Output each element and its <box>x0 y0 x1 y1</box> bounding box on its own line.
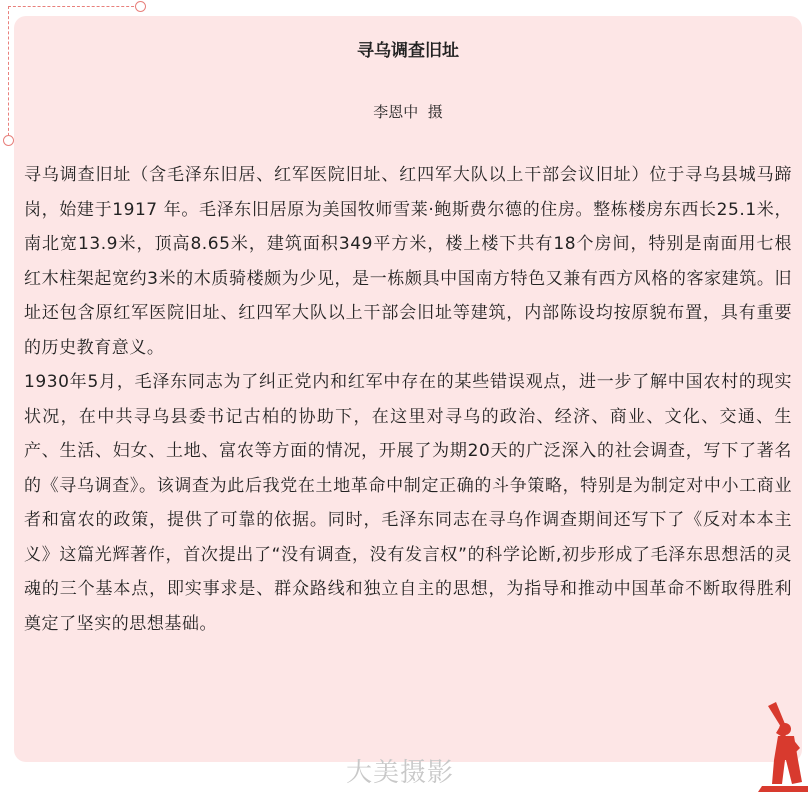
bugler-silhouette-icon <box>754 702 808 792</box>
photo-credit: 李恩中 摄 <box>373 103 443 121</box>
article-body <box>24 158 792 641</box>
frame-ring-icon-top <box>135 1 146 12</box>
frame-ring-icon-left <box>3 135 14 146</box>
watermark-text: 大美摄影 <box>346 758 455 788</box>
article-title: 寻乌调查旧址 <box>357 41 459 61</box>
article-card <box>14 16 802 762</box>
article-paragraph-2: 1930年5月，毛泽东同志为了纠正党内和红军中存在的某些错误观点，进一步了解中国农村的现实状况，在中共寻乌县委书记古柏的协助下，在这里对寻乌的政治、经济、商业、文化、交通、生产、生活、妇女、土地、富农等方面的情况，开展了为期20天的广泛深入的社会调查，写下了著名的《寻乌调查》。该调查为此后我党在土地革命中制定正确的斗争策略，特别是为制定对中小工商业者和富农的政策，提供了可靠的依据。同时，毛泽东同志在寻乌作调查期间还写下了《反对本本主义》这篇光辉著作，首次提出了“没有调查，没有发言权”的科学论断,初步形成了毛泽东思想活的灵魂的三个基本点，即实事求是、群众路线和独立自主的思想，为指导和推动中国革命不断取得胜利奠定了坚实的思想基础。 <box>24 372 792 634</box>
article-paragraph-1: 寻乌调查旧址（含毛泽东旧居、红军医院旧址、红四军大队以上干部会议旧址）位于寻乌县城马蹄岗，始建于1917 年。毛泽东旧居原为美国牧师雪莱·鲍斯费尔德的住房。整栋楼房东西长25.1米，南北宽13.9米，顶高8.65米，建筑面积349平方米，楼上楼下共有18个房间，特别是南面用七根红木柱架起宽约3米的木质骑楼颇为少见，是一栋颇具中国南方特色又兼有西方风格的客家建筑。旧址还包含原红军医院旧址、红四军大队以上干部会旧址等建筑，内部陈设均按原貌布置，具有重要的历史教育意义。 <box>24 165 792 358</box>
